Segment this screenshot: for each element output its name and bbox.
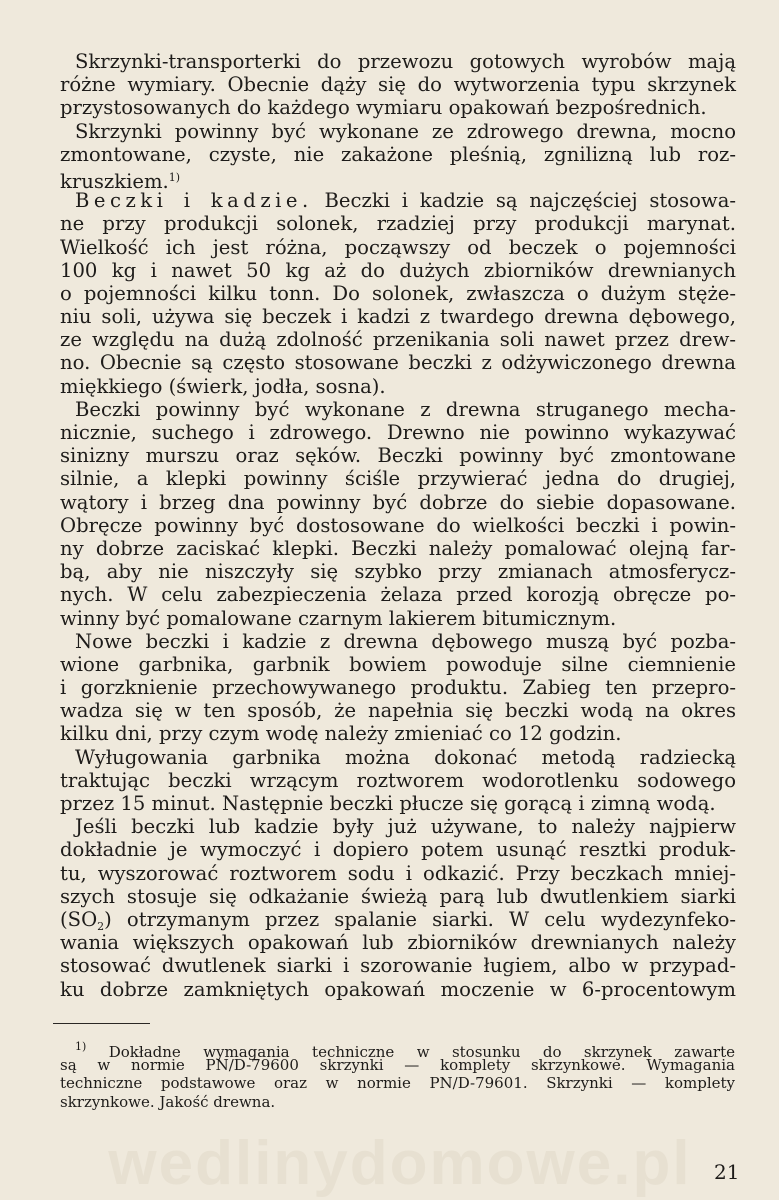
text-line: Beczki powinny być wykonane z drewna struganego mecha- xyxy=(75,397,736,421)
text-line: niu soli, używa się beczek i kadzi z twardego drewna dębowego, xyxy=(60,305,736,329)
text-line: bą, aby nie niszczyły się szybko przy zmianach atmosferycz- xyxy=(60,560,736,584)
page-number: 21 xyxy=(714,1160,740,1184)
text-line xyxy=(60,908,736,931)
text-fragment: kruszkiem. xyxy=(60,169,169,193)
text-line: no. Obecnie są często stosowane beczki z odżywiczonego drewna xyxy=(60,351,736,375)
text-line xyxy=(60,189,736,212)
text-line: wadza się w ten sposób, że napełnia się beczki wodą na okres xyxy=(60,699,736,723)
text-line: nych. W celu zabezpieczenia żelaza przed korozją obręcze po- xyxy=(60,583,736,607)
footnote-line: techniczne podstawowe oraz w normie PN/D-79601. Skrzynki — komplety xyxy=(60,1074,735,1093)
text-line: Skrzynki powinny być wykonane ze zdrowego drewna, mocno xyxy=(75,119,736,143)
text-line: szych stosuje się odkażanie świeżą parą lub dwutlenkiem siarki xyxy=(60,884,736,908)
text-line: ny dobrze zaciskać klepki. Beczki należy pomalować olejną far- xyxy=(60,536,736,560)
text-line: o pojemności kilku tonn. Do solonek, zwłaszcza o dużym stęże- xyxy=(60,281,736,305)
text-line: nicznie, suchego i zdrowego. Drewno nie powinno wykazywać xyxy=(60,421,736,444)
text-line: przystosowanych do każdego wymiaru opakowań bezpośrednich. xyxy=(60,96,707,120)
footnote-line: skrzynkowe. Jakość drewna. xyxy=(60,1092,276,1111)
text-line: zmontowane, czyste, nie zakażone pleśnią, zgnilizną lub roz- xyxy=(60,142,736,166)
footnote-ref: 1) xyxy=(168,170,181,184)
text-line: Obręcze powinny być dostosowane do wielkości beczki i powin- xyxy=(60,513,736,537)
footnote-line: są w normie PN/D-79600 skrzynki — komplety skrzynkowe. Wymagania xyxy=(60,1056,735,1075)
text-line: dokładnie je wymoczyć i dopiero potem usunąć resztki produk- xyxy=(60,838,736,862)
footnote-line xyxy=(60,1038,735,1061)
section-heading: Beczki i kadzie. xyxy=(75,189,313,213)
text-line: 100 kg i nawet 50 kg aż do dużych zbiorników drewnianych xyxy=(60,258,736,282)
text-fragment: (SO xyxy=(60,907,98,931)
text-line: różne wymiary. Obecnie dąży się do wytworzenia typu skrzynek xyxy=(60,73,736,97)
text-line: wątory i brzeg dna powinny być dobrze do siebie dopasowane. xyxy=(60,490,736,514)
text-line: ne przy produkcji solonek, rzadziej przy produkcji marynat. xyxy=(60,212,736,236)
text-line: i gorzknienie przechowywanego produktu. Zabieg ten przepro- xyxy=(60,676,736,700)
body-text xyxy=(60,50,736,1001)
text-line: Jeśli beczki lub kadzie były już używane, to należy najpierw xyxy=(75,815,736,839)
text-line: kilku dni, przy czym wodę należy zmieniać co 12 godzin. xyxy=(60,722,622,746)
text-line: tu, wyszorować roztworem sodu i odkazić. Przy beczkach mniej- xyxy=(60,861,736,885)
text-line: Wielkość ich jest różna, począwszy od beczek o pojemności xyxy=(60,235,736,259)
text-line: winny być pomalowane czarnym lakierem bitumicznym. xyxy=(60,606,617,630)
subscript: 2 xyxy=(97,919,105,933)
text-line: Wyługowania garbnika można dokonać metodą radziecką xyxy=(75,745,736,769)
text-fragment: ) otrzymanym przez spalanie siarki. W celu wydezynfeko- xyxy=(104,907,736,931)
text-line xyxy=(60,166,736,193)
text-line: sinizny murszu oraz sęków. Beczki powinny być zmontowane xyxy=(60,444,736,468)
text-line: traktując beczki wrzącym roztworem wodorotlenku sodowego xyxy=(60,768,736,792)
text-line: ku dobrze zamkniętych opakowań moczenie w 6-procentowym xyxy=(60,977,736,1001)
text-line: Skrzynki-transporterki do przewozu gotowych wyrobów mają xyxy=(75,50,736,73)
text-line: miękkiego (świerk, jodła, sosna). xyxy=(60,374,386,398)
footnote xyxy=(60,1038,735,1111)
text-line: Nowe beczki i kadzie z drewna dębowego muszą być pozba- xyxy=(75,629,736,653)
footnote-marker: 1) xyxy=(75,1040,87,1053)
text-line: stosować dwutlenek siarki i szorowanie ługiem, albo w przypad- xyxy=(60,954,736,978)
text-line: silnie, a klepki powinny ściśle przywierać jedna do drugiej, xyxy=(60,467,736,491)
text-line: wania większych opakowań lub zbiorników drewnianych należy xyxy=(60,931,736,955)
footnote-divider xyxy=(53,1023,150,1024)
watermark: wedlinydomowe.pl xyxy=(108,1129,692,1198)
text-line: wione garbnika, garbnik bowiem powoduje silne ciemnienie xyxy=(60,652,736,676)
text-line: ze względu na dużą zdolność przenikania soli nawet przez drew- xyxy=(60,328,736,352)
text-fragment: Dokładne wymagania techniczne w stosunku do skrzynek zawarte xyxy=(86,1043,735,1061)
text-fragment: Beczki i kadzie są najczęściej stosowa- xyxy=(312,189,736,213)
text-line: przez 15 minut. Następnie beczki płucze się gorącą i zimną wodą. xyxy=(60,792,716,815)
